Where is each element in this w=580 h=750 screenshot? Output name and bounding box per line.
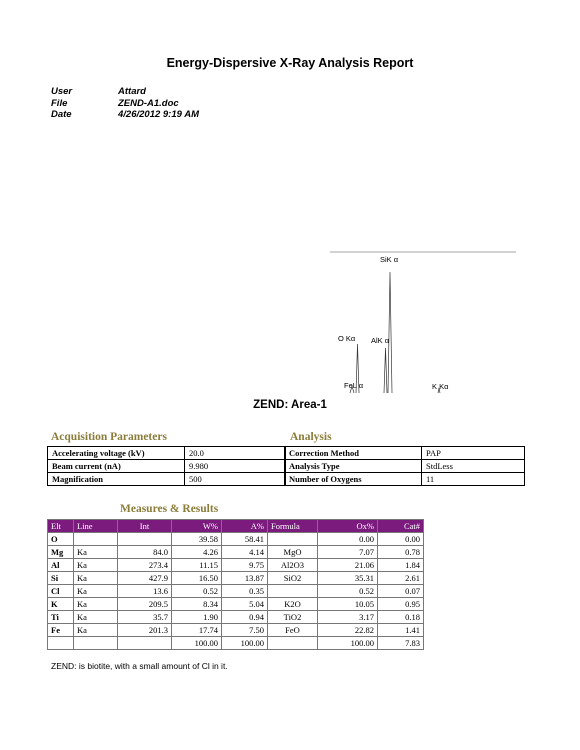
table-row xyxy=(285,447,525,460)
table-cell: 5.04 xyxy=(222,598,268,611)
table-cell: 17.74 xyxy=(172,624,222,637)
table-cell: 16.50 xyxy=(172,572,222,585)
table-row xyxy=(48,533,424,546)
param-value: 500 xyxy=(185,473,286,486)
table-cell: 0.00 xyxy=(318,533,378,546)
table-cell: O xyxy=(48,533,74,546)
meta-row-date xyxy=(51,109,199,121)
table-cell: Cl xyxy=(48,585,74,598)
peak-label: O Kα xyxy=(338,334,356,343)
param-label: Correction Method xyxy=(285,447,422,460)
results-header-row xyxy=(48,520,424,533)
column-header: W% xyxy=(172,520,222,533)
table-cell: Ti xyxy=(48,611,74,624)
table-cell: Al xyxy=(48,559,74,572)
table-cell: 9.75 xyxy=(222,559,268,572)
table-cell: 11.15 xyxy=(172,559,222,572)
table-row xyxy=(48,598,424,611)
param-value: PAP xyxy=(422,447,525,460)
column-header: Formula xyxy=(268,520,318,533)
acquisition-table xyxy=(47,446,286,486)
table-cell: Ka xyxy=(74,546,118,559)
column-header: Line xyxy=(74,520,118,533)
param-value: 11 xyxy=(422,473,525,486)
table-row xyxy=(285,473,525,486)
table-cell: 8.34 xyxy=(172,598,222,611)
meta-key: File xyxy=(51,97,68,109)
table-row xyxy=(48,473,286,486)
param-value: StdLess xyxy=(422,460,525,473)
table-cell: 100.00 xyxy=(318,637,378,650)
table-row xyxy=(48,460,286,473)
table-cell xyxy=(268,585,318,598)
meta-value: ZEND-A1.doc xyxy=(118,97,179,109)
report-meta xyxy=(51,86,199,121)
table-cell: 35.31 xyxy=(318,572,378,585)
table-cell: 13.87 xyxy=(222,572,268,585)
meta-value: Attard xyxy=(118,86,146,97)
area-title: ZEND: Area-1 xyxy=(253,399,327,411)
table-cell: TiO2 xyxy=(268,611,318,624)
param-value: 9.980 xyxy=(185,460,286,473)
table-row xyxy=(48,546,424,559)
table-cell: 0.35 xyxy=(222,585,268,598)
peak-label: SiK α xyxy=(380,255,399,264)
table-row xyxy=(48,611,424,624)
table-cell: Ka xyxy=(74,611,118,624)
table-cell: 273.4 xyxy=(118,559,172,572)
analysis-table xyxy=(284,446,525,486)
table-row xyxy=(48,637,424,650)
results-title: Measures & Results xyxy=(120,503,219,515)
table-row xyxy=(48,585,424,598)
table-cell: 2.61 xyxy=(378,572,424,585)
table-cell: 1.41 xyxy=(378,624,424,637)
meta-key: User xyxy=(51,86,73,97)
table-cell: 1.90 xyxy=(172,611,222,624)
table-cell: 209.5 xyxy=(118,598,172,611)
table-cell: 0.95 xyxy=(378,598,424,611)
column-header: A% xyxy=(222,520,268,533)
table-cell xyxy=(268,637,318,650)
table-cell xyxy=(74,533,118,546)
peak-si xyxy=(388,272,392,393)
table-cell: 7.83 xyxy=(378,637,424,650)
table-cell: 35.7 xyxy=(118,611,172,624)
spectrum-plot xyxy=(330,248,520,396)
table-cell: 84.0 xyxy=(118,546,172,559)
acquisition-title: Acquisition Parameters xyxy=(51,431,167,443)
table-row xyxy=(285,460,525,473)
table-cell: Ka xyxy=(74,598,118,611)
column-header: Elt xyxy=(48,520,74,533)
table-row xyxy=(48,572,424,585)
table-cell: 21.06 xyxy=(318,559,378,572)
results-table xyxy=(47,519,424,650)
table-cell: MgO xyxy=(268,546,318,559)
table-cell: Al2O3 xyxy=(268,559,318,572)
table-cell: 0.94 xyxy=(222,611,268,624)
param-label: Number of Oxygens xyxy=(285,473,422,486)
table-row xyxy=(48,559,424,572)
table-cell: Ka xyxy=(74,585,118,598)
peak-label: AlK α xyxy=(371,336,390,345)
param-value: 20.0 xyxy=(185,447,286,460)
table-row xyxy=(48,447,286,460)
meta-row-file xyxy=(51,98,199,110)
table-cell xyxy=(118,533,172,546)
table-cell: 0.07 xyxy=(378,585,424,598)
table-cell: 100.00 xyxy=(172,637,222,650)
table-cell: Si xyxy=(48,572,74,585)
param-label: Beam current (nA) xyxy=(48,460,185,473)
table-cell xyxy=(48,637,74,650)
meta-key: Date xyxy=(51,109,72,120)
table-cell xyxy=(118,637,172,650)
table-cell: 10.05 xyxy=(318,598,378,611)
footnote: ZEND: is biotite, with a small amount of Cl in it. xyxy=(51,661,228,671)
table-cell: K2O xyxy=(268,598,318,611)
column-header: Cat# xyxy=(378,520,424,533)
table-cell: 13.6 xyxy=(118,585,172,598)
table-cell: 22.82 xyxy=(318,624,378,637)
meta-value: 4/26/2012 9:19 AM xyxy=(118,109,199,120)
table-cell: FeO xyxy=(268,624,318,637)
meta-row-user xyxy=(51,86,199,98)
table-cell: 39.58 xyxy=(172,533,222,546)
table-cell: 0.52 xyxy=(318,585,378,598)
table-cell: 58.41 xyxy=(222,533,268,546)
table-cell: Mg xyxy=(48,546,74,559)
peak-label: FeL α xyxy=(344,381,364,390)
table-cell: 7.50 xyxy=(222,624,268,637)
report-title: Energy-Dispersive X-Ray Analysis Report xyxy=(166,56,414,70)
param-label: Magnification xyxy=(48,473,185,486)
table-cell: Ka xyxy=(74,559,118,572)
param-label: Analysis Type xyxy=(285,460,422,473)
table-cell: Fe xyxy=(48,624,74,637)
table-cell: 4.26 xyxy=(172,546,222,559)
peak-label: K Kα xyxy=(432,382,449,391)
table-cell: 4.14 xyxy=(222,546,268,559)
table-cell xyxy=(74,637,118,650)
table-cell: SiO2 xyxy=(268,572,318,585)
table-cell: K xyxy=(48,598,74,611)
table-cell: Ka xyxy=(74,572,118,585)
table-cell: 100.00 xyxy=(222,637,268,650)
table-cell: 0.00 xyxy=(378,533,424,546)
param-label: Accelerating voltage (kV) xyxy=(48,447,185,460)
table-cell: 0.78 xyxy=(378,546,424,559)
results-body xyxy=(48,533,424,650)
table-cell: 3.17 xyxy=(318,611,378,624)
table-cell xyxy=(268,533,318,546)
table-row xyxy=(48,624,424,637)
table-cell: Ka xyxy=(74,624,118,637)
table-cell: 0.52 xyxy=(172,585,222,598)
table-cell: 0.18 xyxy=(378,611,424,624)
peak-al xyxy=(384,348,387,393)
eds-spectrum xyxy=(330,248,520,396)
table-cell: 1.84 xyxy=(378,559,424,572)
table-cell: 201.3 xyxy=(118,624,172,637)
column-header: Ox% xyxy=(318,520,378,533)
analysis-title: Analysis xyxy=(290,431,332,443)
table-cell: 7.07 xyxy=(318,546,378,559)
column-header: Int xyxy=(118,520,172,533)
table-cell: 427.9 xyxy=(118,572,172,585)
